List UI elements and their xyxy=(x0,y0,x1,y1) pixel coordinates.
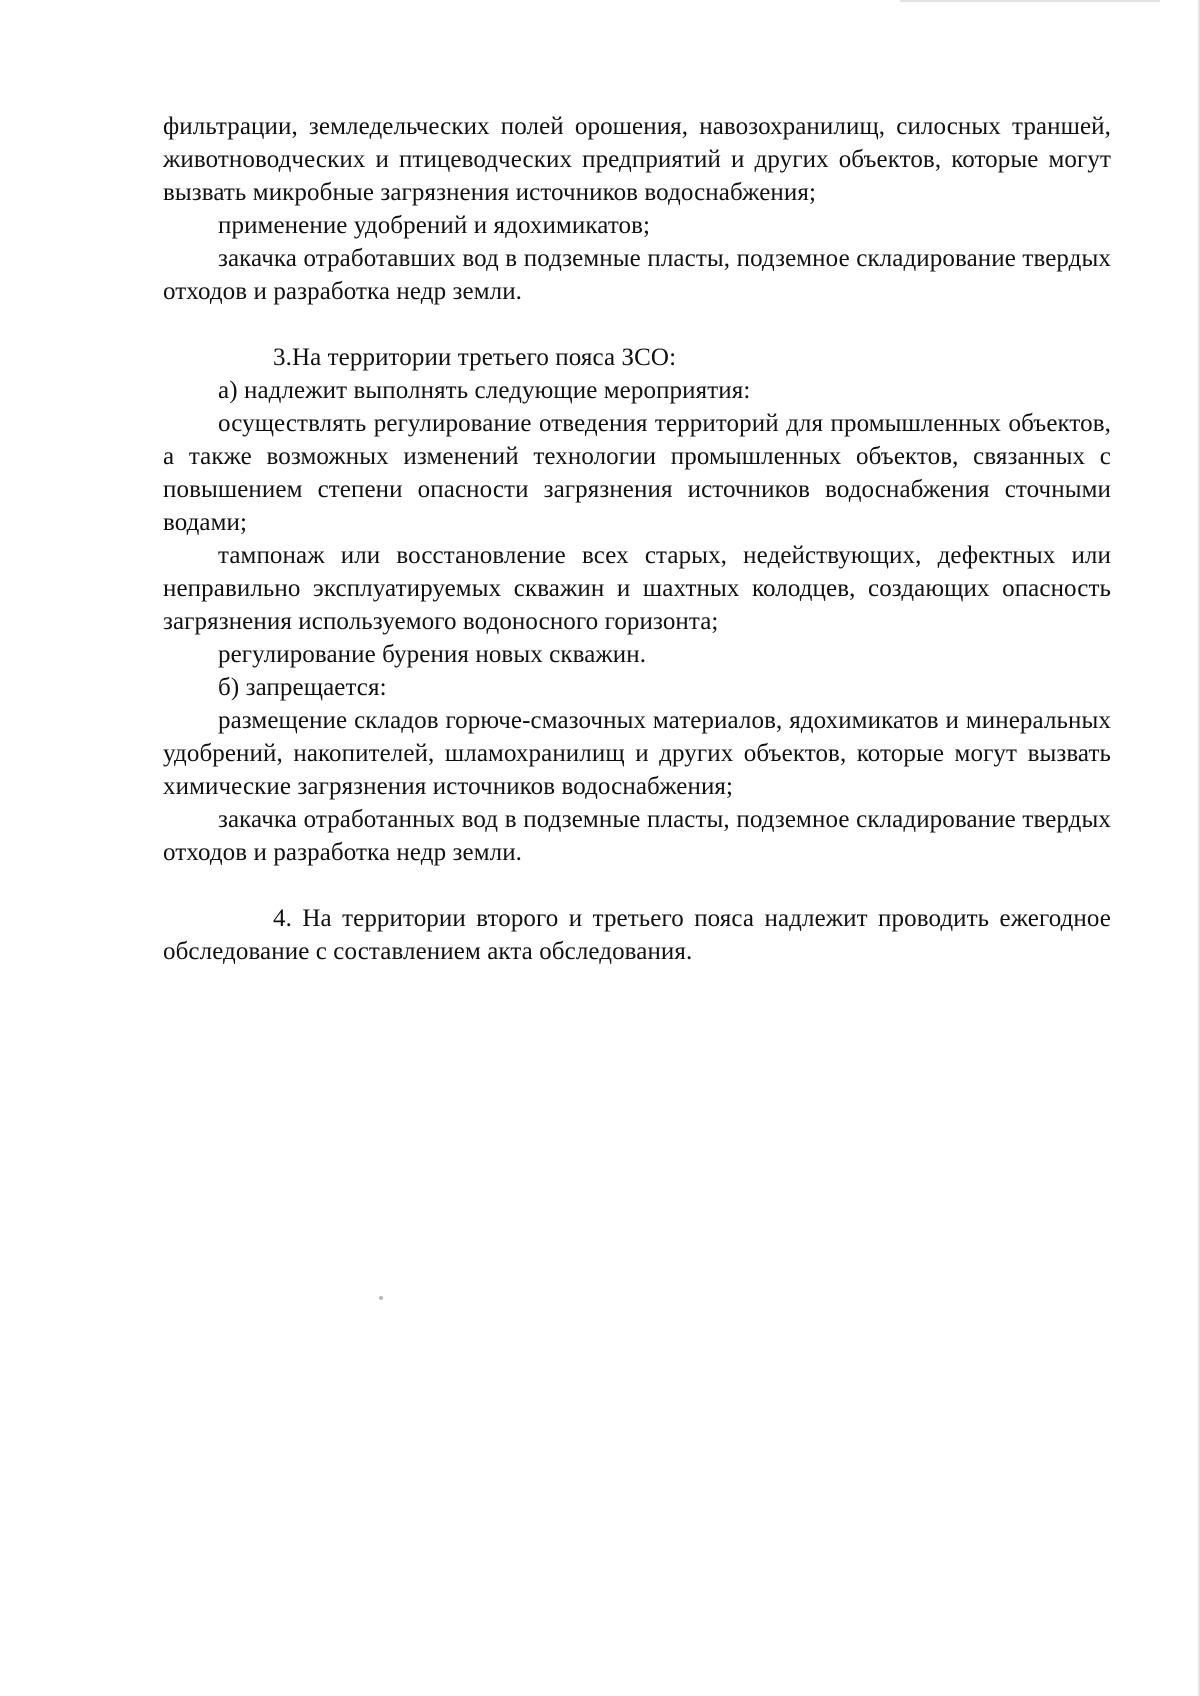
paragraph-b-2: закачка отработанных вод в подземные пласты, подземное складирование твердых отходов и разработка недр земли. xyxy=(163,806,1111,866)
paragraph-filtration: фильтрации, земледельческих полей орошения, навозохранилищ, силосных траншей, животноводческих и птицеводческих предприятий и других объектов, которые могут вызвать микробные загрязнения источников водоснабжения; xyxy=(163,113,1111,206)
paragraph-a-2: тампонаж или восстановление всех старых, недействующих, дефектных или неправильно эксплуатируемых скважин и шахтных колодцев, создающих опасность загрязнения используемого водоносного горизонта; xyxy=(163,542,1111,635)
section-4-paragraph xyxy=(163,902,1111,968)
paragraph-fertilizers: применение удобрений и ядохимикатов; xyxy=(218,212,651,239)
section-3-title: На территории третьего пояса ЗСО: xyxy=(291,344,677,371)
paragraph-injection: закачка отработавших вод в подземные пласты, подземное складирование твердых отходов и разработка недр земли. xyxy=(163,245,1111,305)
section-4-number: 4. xyxy=(273,905,292,932)
section-gap xyxy=(163,869,1111,902)
item-b-heading: б) запрещается: xyxy=(218,674,387,701)
scan-top-edge xyxy=(900,0,1160,2)
item-a-heading: а) надлежит выполнять следующие мероприятия: xyxy=(218,377,751,404)
section-gap xyxy=(163,308,1111,341)
paragraph-b-1: размещение складов горюче-смазочных материалов, ядохимикатов и минеральных удобрений, накопителей, шламохранилищ и других объектов, которые могут вызвать химические загрязнения источников водоснабжения; xyxy=(163,707,1111,800)
section-4-text: На территории второго и третьего пояса надлежит проводить ежегодное обследование с составлением акта обследования. xyxy=(163,905,1111,965)
scan-speck xyxy=(379,1296,383,1300)
document-body xyxy=(163,110,1111,968)
section-3-heading xyxy=(163,341,1111,374)
paragraph-a-3: регулирование бурения новых скважин. xyxy=(218,641,647,668)
paragraph-a-1: осуществлять регулирование отведения территорий для промышленных объектов, а также возможных изменений технологии промышленных объектов, связанных с повышением степени опасности загрязнения источников водоснабжения сточными водами; xyxy=(163,410,1111,536)
section-3-number: 3. xyxy=(273,344,292,371)
